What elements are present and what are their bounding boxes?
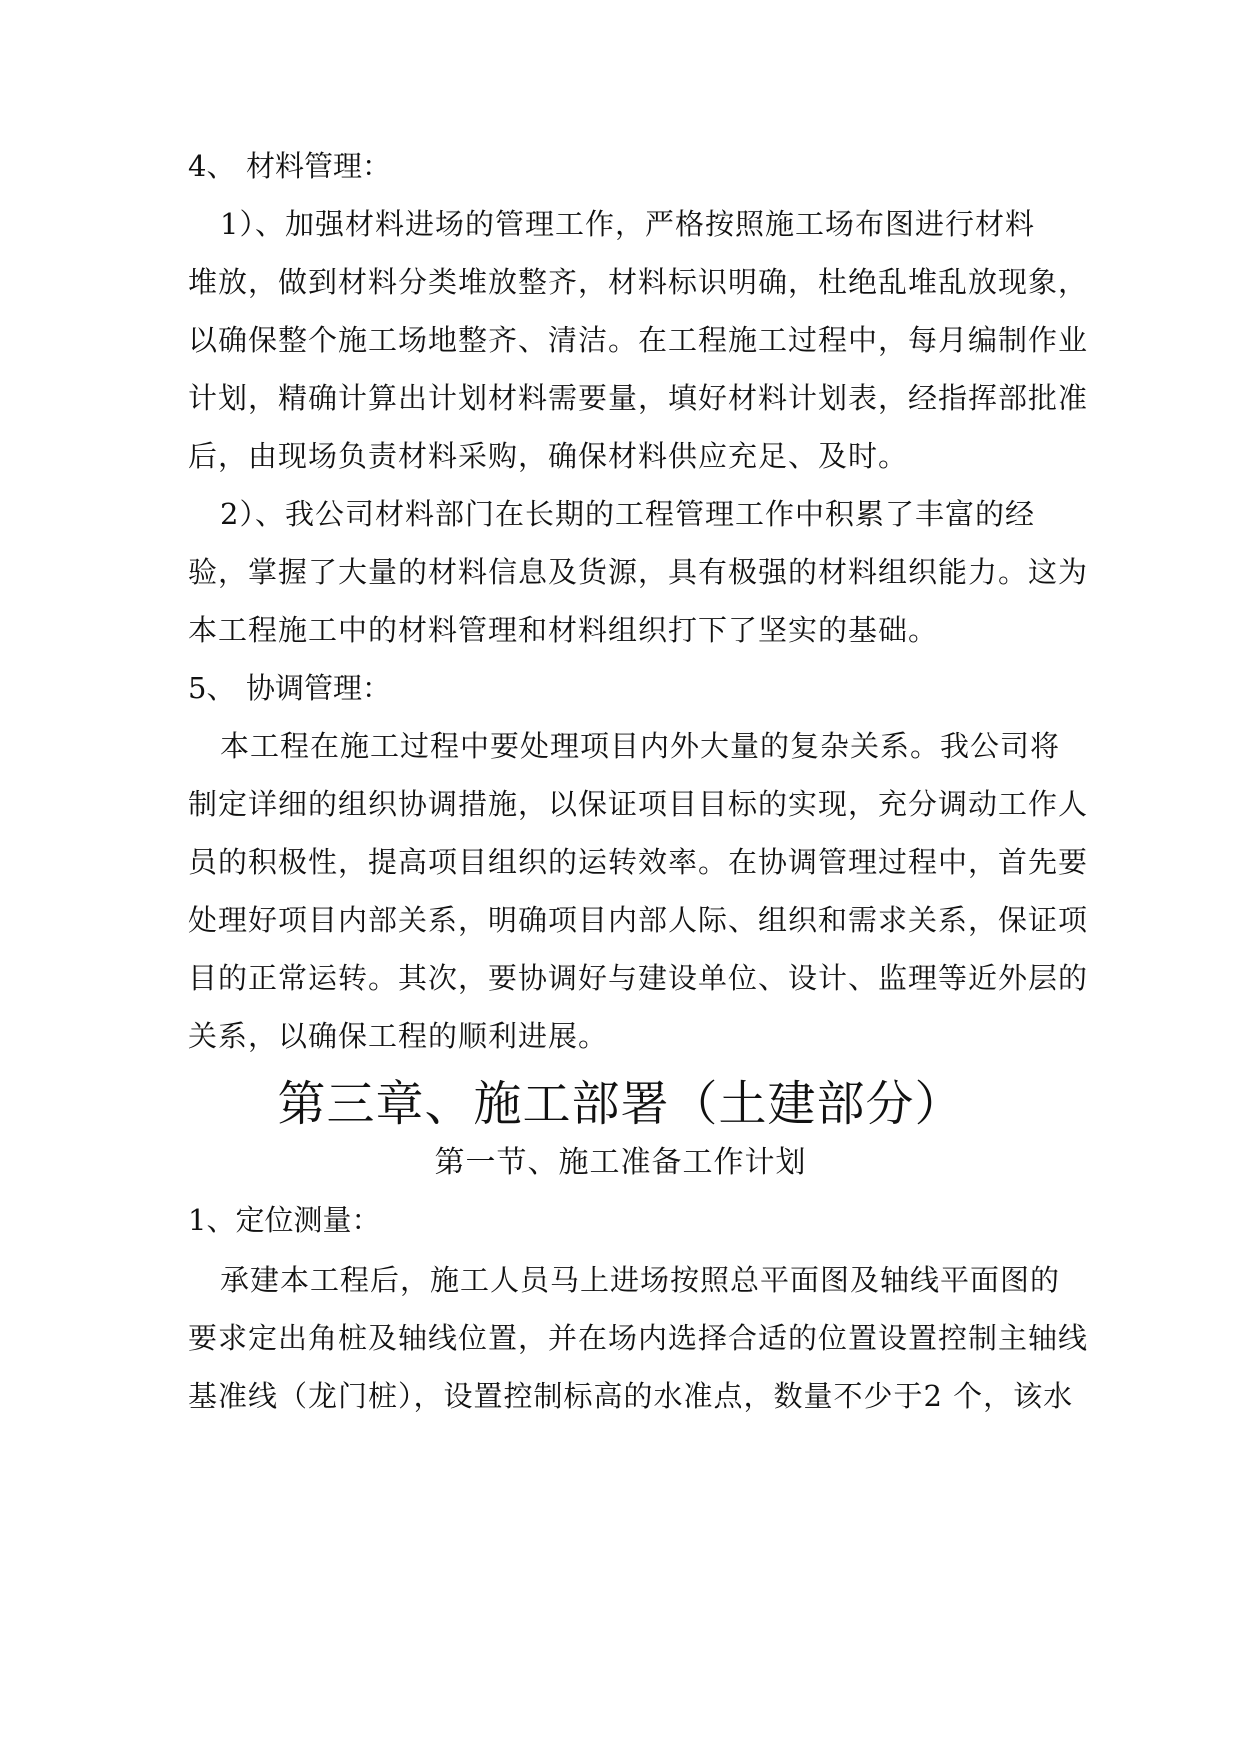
paragraph-line: 基准线（龙门桩），设置控制标高的水准点，数量不少于2 个，该水	[188, 1379, 1074, 1413]
paragraph-line: 本工程施工中的材料管理和材料组织打下了坚实的基础。	[188, 613, 939, 647]
paragraph-line: 员的积极性，提高项目组织的运转效率。在协调管理过程中，首先要	[188, 845, 1089, 879]
paragraph-line: 关系，以确保工程的顺利进展。	[188, 1019, 609, 1053]
paragraph-line: 目的正常运转。其次，要协调好与建设单位、设计、监理等近外层的	[188, 961, 1089, 995]
section-title: 第一节、施工准备工作计划	[434, 1145, 807, 1180]
paragraph-line: 后，由现场负责材料采购，确保材料供应充足、及时。	[188, 439, 909, 473]
paragraph-line: 验，掌握了大量的材料信息及货源，具有极强的材料组织能力。这为	[188, 555, 1089, 589]
paragraph-line: 2）、我公司材料部门在长期的工程管理工作中积累了丰富的经	[220, 497, 1035, 531]
heading-number: 5、	[188, 671, 236, 705]
chapter-title: 第三章、施工部署（土建部分）	[277, 1076, 964, 1132]
paragraph-line: 处理好项目内部关系，明确项目内部人际、组织和需求关系，保证项	[188, 903, 1089, 937]
paragraph-line: 本工程在施工过程中要处理项目内外大量的复杂关系。我公司将	[220, 729, 1061, 763]
paragraph-line: 要求定出角桩及轴线位置，并在场内选择合适的位置设置控制主轴线	[188, 1321, 1089, 1355]
paragraph-line: 承建本工程后，施工人员马上进场按照总平面图及轴线平面图的	[220, 1263, 1061, 1297]
heading-coordination-management	[188, 668, 1068, 708]
paragraph-line: 以确保整个施工场地整齐、清洁。在工程施工过程中，每月编制作业	[188, 323, 1089, 357]
heading-number: 4、	[188, 149, 236, 183]
heading-material-management	[188, 146, 1068, 186]
heading-text: 材料管理：	[246, 149, 392, 183]
heading-positioning-survey: 1、定位测量：	[188, 1203, 381, 1237]
paragraph-line: 堆放，做到材料分类堆放整齐，材料标识明确，杜绝乱堆乱放现象，	[188, 265, 1089, 299]
paragraph-line: 计划，精确计算出计划材料需要量，填好材料计划表，经指挥部批准	[188, 381, 1089, 415]
heading-text: 协调管理：	[246, 671, 392, 705]
paragraph-line: 1）、加强材料进场的管理工作，严格按照施工场布图进行材料	[220, 207, 1035, 241]
paragraph-line: 制定详细的组织协调措施，以保证项目目标的实现，充分调动工作人	[188, 787, 1089, 821]
